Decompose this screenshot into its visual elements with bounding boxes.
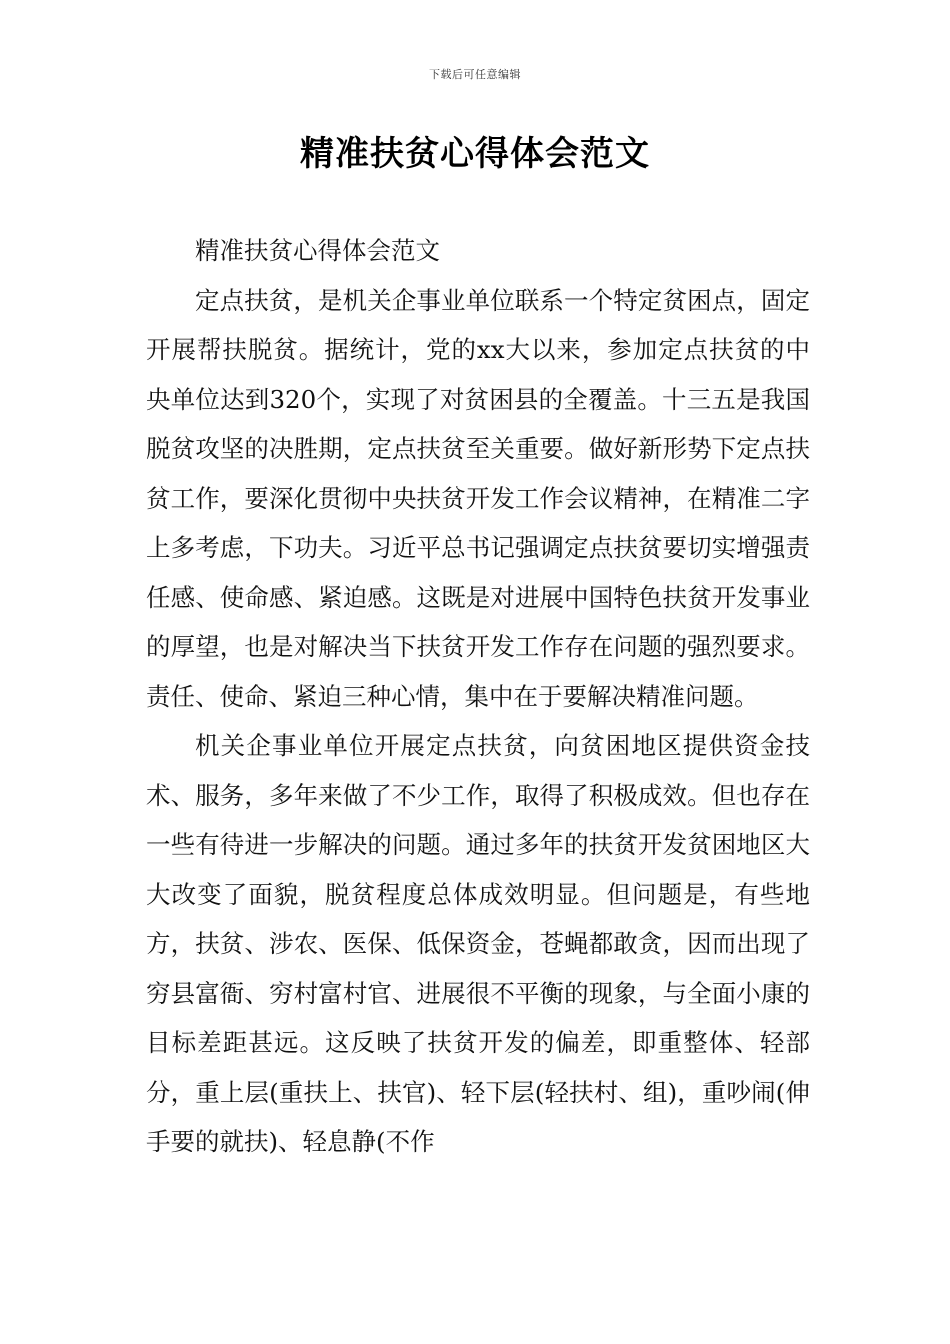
paragraph: 机关企事业单位开展定点扶贫，向贫困地区提供资金技术、服务，多年来做了不少工作，取得了积极成效。但也存在一些有待进一步解决的问题。通过多年的扶贫开发贫困地区大大改变了面貌，脱贫程度总体成效明显。但问题是，有些地方，扶贫、涉农、医保、低保资金，苍蝇都敢贪，因而出现了穷县富衙、穷村富村官、进展很不平衡的现象，与全面小康的目标差距甚远。这反映了扶贫开发的偏差，即重整体、轻部分，重上层(重扶上、扶官)、轻下层(轻扶村、组)，重吵闹(伸手要的就扶)、轻息静(不作	[146, 731, 810, 1156]
paragraph: 定点扶贫，是机关企事业单位联系一个特定贫困点，固定开展帮扶脱贫。据统计，党的xx大以来，参加定点扶贫的中央单位达到320个，实现了对贫困县的全覆盖。十三五是我国脱贫攻坚的决胜期，定点扶贫至关重要。做好新形势下定点扶贫工作，要深化贯彻中央扶贫开发工作会议精神，在精准二字上多考虑，下功夫。习近平总书记强调定点扶贫要切实增强责任感、使命感、紧迫感。这既是对进展中国特色扶贫开发事业的厚望，也是对解决当下扶贫开发工作存在问题的强烈要求。责任、使命、紧迫三种心情，集中在于要解决精准问题。	[146, 285, 810, 711]
paragraph-subtitle: 精准扶贫心得体会范文	[195, 236, 440, 265]
header-note: 下载后可任意编辑	[429, 68, 521, 81]
document-title: 精准扶贫心得体会范文	[300, 134, 650, 174]
document-body	[146, 226, 810, 1167]
